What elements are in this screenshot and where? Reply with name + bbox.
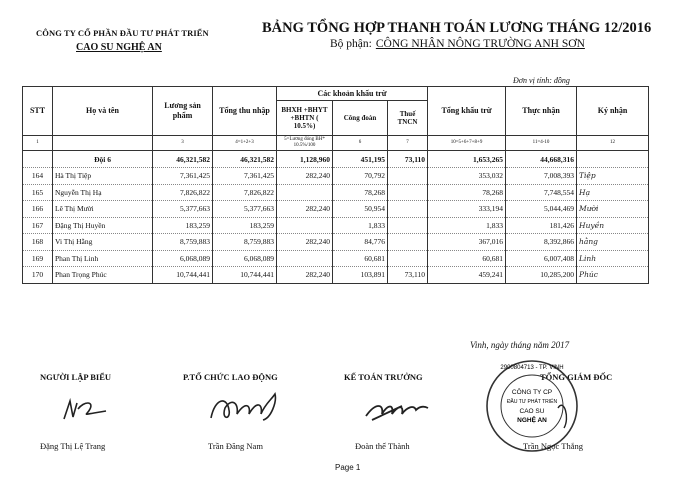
row-tax (388, 168, 428, 185)
row-total-deduction: 78,268 (428, 184, 506, 201)
row-insurance (277, 217, 333, 234)
index-cell: 6 (333, 136, 388, 151)
row-signature: Linh (577, 250, 649, 267)
group-row (23, 151, 649, 168)
row-union: 50,954 (333, 201, 388, 218)
row-salary: 5,377,663 (153, 201, 213, 218)
row-signature: Hạ (577, 184, 649, 201)
row-stt: 168 (23, 234, 53, 251)
row-net: 8,392,866 (506, 234, 577, 251)
table-row (23, 234, 649, 251)
index-cell: 5=Lương đóng BH* 10.5%/100 (277, 136, 333, 151)
header-stt: STT (23, 87, 53, 136)
row-salary: 10,744,441 (153, 267, 213, 284)
row-stt: 164 (23, 168, 53, 185)
row-tax (388, 217, 428, 234)
index-cell: 1 (23, 136, 53, 151)
stamp-line3: CAO SU (519, 408, 545, 415)
row-tax (388, 250, 428, 267)
stamp-ring-text: 2900804713 - TP. VINH (500, 365, 564, 371)
header-salary: Lương sản phẩm (153, 87, 213, 136)
row-total-income: 7,826,822 (213, 184, 277, 201)
header-tax: Thuế TNCN (388, 101, 428, 136)
row-name: Phan Trọng Phúc (53, 267, 153, 284)
row-total-income: 5,377,663 (213, 201, 277, 218)
department-value: CÔNG NHÂN NÔNG TRƯỜNG ANH SƠN (375, 38, 585, 50)
row-union: 84,776 (333, 234, 388, 251)
row-signature: Huyền (577, 217, 649, 234)
header-total-deduction: Tổng khấu trừ (428, 87, 506, 136)
group-insurance: 1,128,960 (277, 151, 333, 168)
company-stamp (484, 358, 580, 454)
header-total-income: Tổng thu nhập (213, 87, 277, 136)
row-signature: hằng (577, 234, 649, 251)
row-union: 1,833 (333, 217, 388, 234)
row-net: 5,044,469 (506, 201, 577, 218)
row-total-deduction: 1,833 (428, 217, 506, 234)
row-name: Đặng Thị Huyền (53, 217, 153, 234)
row-tax: 73,110 (388, 267, 428, 284)
row-net: 7,748,554 (506, 184, 577, 201)
row-stt: 167 (23, 217, 53, 234)
row-total-income: 7,361,425 (213, 168, 277, 185)
index-cell: 12 (577, 136, 649, 151)
row-stt: 166 (23, 201, 53, 218)
signer-title-labor: P.TỔ CHỨC LAO ĐỘNG (183, 372, 278, 382)
row-total-deduction: 459,241 (428, 267, 506, 284)
row-tax (388, 201, 428, 218)
row-name: Vi Thị Hằng (53, 234, 153, 251)
group-salary: 46,321,582 (153, 151, 213, 168)
row-net: 181,426 (506, 217, 577, 234)
table-row (23, 217, 649, 234)
signature-mark-labor (205, 390, 285, 428)
table-row (23, 250, 649, 267)
index-cell: 10=5+6+7+8+9 (428, 136, 506, 151)
row-name: Nguyễn Thị Hạ (53, 184, 153, 201)
index-cell: 4=1+2+3 (213, 136, 277, 151)
table-row (23, 201, 649, 218)
row-insurance: 282,240 (277, 201, 333, 218)
row-total-income: 8,759,883 (213, 234, 277, 251)
row-total-income: 10,744,441 (213, 267, 277, 284)
row-name: Lê Thị Mười (53, 201, 153, 218)
row-total-income: 183,259 (213, 217, 277, 234)
header-insurance: BHXH +BHYT +BHTN ( 10.5%) (277, 101, 333, 136)
index-cell: 3 (153, 136, 213, 151)
signature-mark-accountant (362, 394, 432, 424)
row-name: Phan Thị Linh (53, 250, 153, 267)
row-insurance: 282,240 (277, 234, 333, 251)
row-total-deduction: 333,194 (428, 201, 506, 218)
row-signature: Tiệp (577, 168, 649, 185)
header-sign: Ký nhận (577, 87, 649, 136)
index-cell: 7 (388, 136, 428, 151)
row-total-deduction: 367,016 (428, 234, 506, 251)
header-name: Họ và tên (53, 87, 153, 136)
row-net: 10,285,200 (506, 267, 577, 284)
signer-name-preparer: Đặng Thị Lệ Trang (40, 441, 106, 451)
department-label: Bộ phận: (330, 38, 372, 50)
row-union: 70,792 (333, 168, 388, 185)
table-row (23, 168, 649, 185)
table-row (23, 267, 649, 284)
row-salary: 183,259 (153, 217, 213, 234)
row-union: 103,891 (333, 267, 388, 284)
payroll-table (22, 86, 649, 284)
table-row (23, 184, 649, 201)
row-insurance (277, 184, 333, 201)
group-union: 451,195 (333, 151, 388, 168)
row-tax (388, 184, 428, 201)
row-insurance (277, 250, 333, 267)
company-subname: CAO SU NGHỆ AN (76, 42, 162, 53)
signer-title-accountant: KẾ TOÁN TRƯỞNG (344, 372, 423, 382)
header-union: Công đoàn (333, 101, 388, 136)
row-salary: 7,361,425 (153, 168, 213, 185)
group-net: 44,668,316 (506, 151, 577, 168)
signer-title-preparer: NGƯỜI LẬP BIỂU (40, 372, 112, 382)
unit-note: Đơn vị tính: đồng (513, 76, 570, 85)
group-tax: 73,110 (388, 151, 428, 168)
row-salary: 8,759,883 (153, 234, 213, 251)
row-signature: Mười (577, 201, 649, 218)
signer-name-accountant: Đoàn thế Thành (355, 441, 410, 451)
row-insurance: 282,240 (277, 168, 333, 185)
signature-mark-preparer (60, 395, 110, 425)
row-salary: 6,068,089 (153, 250, 213, 267)
department-line (330, 38, 585, 50)
index-cell: 11=4-10 (506, 136, 577, 151)
stamp-line2: ĐẦU TƯ PHÁT TRIỂN (506, 399, 558, 405)
document-title: BẢNG TỔNG HỢP THANH TOÁN LƯƠNG THÁNG 12/2016 (262, 20, 652, 36)
row-union: 60,681 (333, 250, 388, 267)
row-salary: 7,826,822 (153, 184, 213, 201)
row-total-deduction: 353,032 (428, 168, 506, 185)
row-stt: 170 (23, 267, 53, 284)
date-line: Vinh, ngày tháng năm 2017 (470, 340, 570, 350)
page-number: Page 1 (335, 463, 361, 472)
row-signature: Phúc (577, 267, 649, 284)
row-net: 6,007,408 (506, 250, 577, 267)
row-stt: 169 (23, 250, 53, 267)
row-stt: 165 (23, 184, 53, 201)
index-cell (53, 136, 153, 151)
group-total-income: 46,321,582 (213, 151, 277, 168)
row-net: 7,008,393 (506, 168, 577, 185)
company-name: CÔNG TY CỔ PHẦN ĐẦU TƯ PHÁT TRIỂN (36, 28, 209, 38)
row-tax (388, 234, 428, 251)
stamp-line1: CÔNG TY CP (511, 389, 553, 396)
row-insurance: 282,240 (277, 267, 333, 284)
signer-name-director: Trần Ngọc Thắng (523, 441, 583, 451)
row-total-income: 6,068,089 (213, 250, 277, 267)
group-total-deduction: 1,653,265 (428, 151, 506, 168)
stamp-line4: NGHỆ AN (517, 417, 547, 424)
row-name: Hà Thị Tiệp (53, 168, 153, 185)
signer-name-labor: Trần Đăng Nam (208, 441, 263, 451)
row-total-deduction: 60,681 (428, 250, 506, 267)
signer-title-director: TỔNG GIÁM ĐỐC (540, 372, 613, 382)
group-name: Đội 6 (53, 151, 153, 168)
header-net: Thực nhận (506, 87, 577, 136)
header-deductions: Các khoản khấu trừ (277, 87, 428, 101)
row-union: 78,268 (333, 184, 388, 201)
